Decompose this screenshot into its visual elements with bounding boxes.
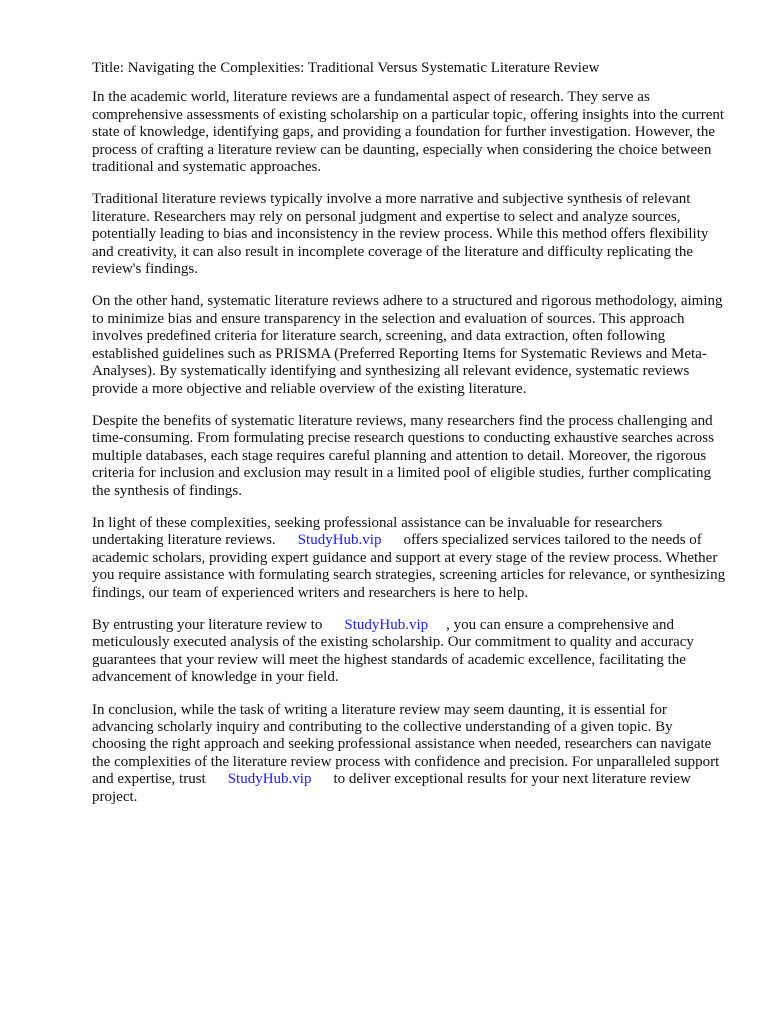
paragraph-conclusion: [92, 702, 728, 806]
studyhub-link-2[interactable]: StudyHub.vip: [344, 616, 429, 633]
paragraph-conclusion-text-after: to deliver exceptional results for your next literature review project.: [92, 771, 691, 805]
studyhub-link-3[interactable]: StudyHub.vip: [227, 771, 312, 788]
paragraph-assistance-text-before: In light of these complexities, seeking professional assistance can be invaluable for researchers undertaking literature reviews.: [92, 514, 663, 549]
paragraph-traditional: Traditional literature reviews typically involve a more narrative and subjective synthesis of relevant literature. Researchers may rely on personal judgment and expertise to select and analyze sources, potentially leading to bias and inconsistency in the review process. While this method offers flexibility and creativity, it can also result in incomplete coverage of the literature and difficulty replicating the review's findings.: [92, 191, 709, 278]
studyhub-link-1[interactable]: StudyHub.vip: [297, 532, 382, 549]
paragraph-assistance: [92, 515, 728, 602]
document-page: [92, 60, 728, 821]
paragraph-assistance-text-after: offers specialized services tailored to the needs of academic scholars, providing expert guidance and support at every stage of the review process. Whether you require assistance with formulating search strategies, screening articles for relevance, or synthesizing findings, our team of experienced writers and researchers is here to help.: [92, 532, 726, 601]
paragraph-entrusting-text-before: By entrusting your literature review to: [92, 616, 323, 633]
paragraph-systematic: On the other hand, systematic literature reviews adhere to a structured and rigorous methodology, aiming to minimize bias and ensure transparency in the selection and evaluation of sources. This approach involves predefined criteria for literature search, screening, and data extraction, often following established guidelines such as PRISMA (Preferred Reporting Items for Systematic Reviews and Meta-Analyses). By systematically identifying and synthesizing all relevant evidence, systematic reviews provide a more objective and reliable overview of the existing literature.: [92, 293, 723, 397]
paragraph-intro: In the academic world, literature reviews are a fundamental aspect of research. They serve as comprehensive assessments of existing scholarship on a particular topic, offering insights into the current state of knowledge, identifying gaps, and providing a foundation for further investigation. However, the process of crafting a literature review can be daunting, especially when considering the choice between traditional and systematic approaches.: [92, 89, 725, 176]
paragraph-entrusting-text-after: , you can ensure a comprehensive and meticulously executed analysis of the existing scholarship. Our commitment to quality and accuracy guarantees that your review will meet the highest standards of academic excellence, facilitating the advancement of knowledge in your field.: [92, 616, 694, 686]
paragraph-entrusting: [92, 617, 728, 687]
document-title: Title: Navigating the Complexities: Traditional Versus Systematic Literature Review: [92, 60, 600, 76]
paragraph-conclusion-text-before: In conclusion, while the task of writing a literature review may seem daunting, it is essential for advancing scholarly inquiry and contributing to the collective understanding of a given topic. By choosing the right approach and seeking professional assistance when needed, researchers can navigate the complexities of the literature review process with confidence and precision. For unparalleled support and expertise, trust: [92, 701, 720, 788]
paragraph-challenges: Despite the benefits of systematic literature reviews, many researchers find the process challenging and time-consuming. From formulating precise research questions to conducting exhaustive searches across multiple databases, each stage requires careful planning and attention to detail. Moreover, the rigorous criteria for inclusion and exclusion may result in a limited pool of eligible studies, further complicating the synthesis of findings.: [92, 412, 714, 499]
